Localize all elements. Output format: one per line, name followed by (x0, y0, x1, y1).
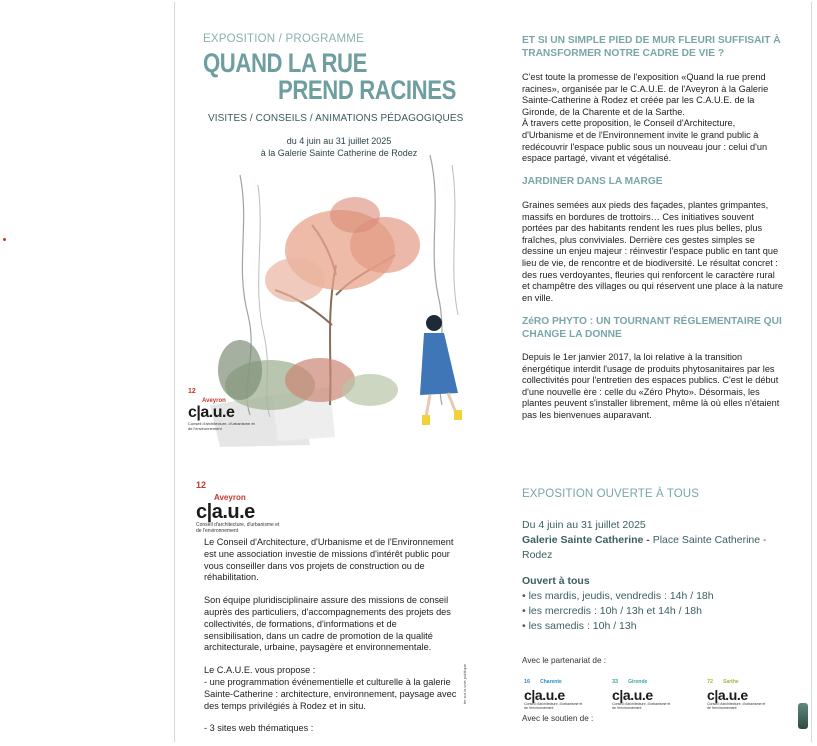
expo-dates-block (522, 518, 784, 563)
subtitle: VISITES / CONSEILS / ANIMATIONS PÉDAGOGIQUES (208, 113, 464, 124)
support-label: Avec le soutien de : (522, 714, 594, 723)
girl-leg (426, 395, 430, 417)
caue-description (204, 537, 459, 746)
hours-line: • les samedis : 10h / 13h (522, 620, 637, 632)
partner-logo-sarthe (707, 670, 767, 710)
description-paragraph-1: Le Conseil d'Architecture, d'Urbanisme et de l'Environnement est une association investie de missions d'intérêt public pour vous conseiller dans vos projets de construction ou de réhabilitation. (204, 537, 454, 583)
partner-number: 33 (612, 679, 619, 685)
partner-caption: Conseil d'architecture, d'urbanisme et de l'environnement (524, 702, 583, 710)
partner-logo-charente (524, 670, 584, 710)
logo-region: Aveyron (214, 493, 246, 502)
title-line-1: QUAND LA RUE (203, 48, 367, 78)
partner-logos (522, 670, 792, 710)
title-line-2: PREND RACINES (278, 75, 456, 105)
open-heading: Ouvert à tous (522, 575, 590, 587)
heading-zero-phyto: ZéRO PHYTO : UN TOURNANT RÉGLEMENTAIRE QUI CHANGE LA DONNE (522, 316, 782, 340)
partner-caption: Conseil d'architecture, d'urbanisme et de l'environnement (612, 702, 671, 710)
logo-number: 12 (196, 480, 207, 490)
partner-word: c|a.u.e (524, 687, 565, 703)
partner-caption: Conseil d'architecture, d'urbanisme et de l'environnement (707, 702, 766, 710)
expo-heading: EXPOSITION OUVERTE À TOUS (522, 488, 699, 500)
logo-word: c|a.u.e (188, 404, 235, 421)
girl-boot (422, 415, 430, 425)
vertical-note: ter sur la voie publique (462, 664, 467, 705)
tree-foliage-4 (330, 197, 380, 233)
logo-caption: Conseil d'architecture, d'urbanisme et de l'environnement (188, 421, 255, 431)
date-line: du 4 juin au 31 juillet 2025 (286, 136, 392, 146)
venue-line: à la Galerie Sainte Catherine de Rodez (260, 148, 418, 158)
hours-line: • les mardis, jeudis, vendredis : 14h / 18h (522, 590, 714, 602)
tree-foliage-3 (265, 258, 325, 302)
paragraph-jardiner: Graines semées aux pieds des façades, plantes grimpantes, massifs en bordures de trottoirs… Ces initiatives souvent portées par des habitants rendent les rues plus belles, plus fraîches, plus conviviales. Derrière ces gestes simples se dessine un enjeu majeur : réinvestir l'espace public en tant que lieu de vie, de rencontre et de biodiversité. Le résultat concret : des rues verdoyantes, fleuries qui renforcent le caractère rural et champêtre des villages ou qui réservent une place à la nature en ville. (522, 200, 783, 303)
expo-place (522, 533, 784, 563)
partner-word: c|a.u.e (612, 687, 653, 703)
description-paragraph-4: - 3 sites web thématiques : (204, 723, 314, 734)
girl-head (426, 315, 442, 331)
paragraph-zero-phyto: Depuis le 1er janvier 2017, la loi relative à la transition énergétique interdit l'usage de produits phytosanitaires par les collectivités pour l'entretien des espaces publics. C'est le début d'une nouvelle ère : celle du «Zéro Phyto». Désormais, les plantes peuvent s'installer librement, même là où elles n'étaient pas les bienvenues auparavant. (522, 352, 780, 420)
heading-jardiner: JARDINER DANS LA MARGE (522, 176, 663, 187)
expo-place-rest: Place Sainte Catherine - Rodez (522, 534, 767, 561)
expo-dates: Du 4 juin au 31 juillet 2025 (522, 519, 646, 531)
caue-logo-small (188, 380, 258, 431)
margin-dot (3, 238, 6, 241)
partner-logo-gironde (612, 670, 672, 710)
partner-word: c|a.u.e (707, 687, 748, 703)
partner-region: Sarthe (723, 679, 739, 685)
logo-word: c|a.u.e (196, 501, 255, 523)
partner-region: Charente (540, 679, 562, 685)
logo-region: Aveyron (202, 398, 226, 404)
sticker-icon (798, 703, 808, 729)
partner-number: 72 (707, 679, 714, 685)
logo-caption: Conseil d'architecture, d'urbanisme et de l'environnement (196, 522, 280, 534)
description-paragraph-2: Son équipe pluridisciplinaire assure des missions de conseil auprès des particuliers, d'accompagnements des projets des collectivités, de formations, d'informations et de sensibilisation, dans un cadre de promotion de la qualité architecturale, urbaine, paysagère et environnementale. (204, 595, 451, 653)
partner-number: 16 (524, 679, 531, 685)
logo-number: 12 (188, 388, 196, 395)
hours-line: • les mercredis : 10h / 13h et 14h / 18h (522, 605, 702, 617)
shrub-4 (342, 374, 398, 406)
partner-label: Avec le partenariat de : (522, 656, 607, 665)
girl-boot-2 (454, 410, 462, 420)
eyebrow-label: EXPOSITION / PROGRAMME (203, 33, 364, 45)
description-paragraph-3: Le C.A.U.E. vous propose : - une programmation événementielle et culturelle à la galerie Sainte-Catherine : architecture, environnement, paysage avec des temps privilégiés à Rodez et in situ. (204, 665, 457, 711)
heading-intro: ET SI UN SIMPLE PIED DE MUR FLEURI SUFFISAIT À TRANSFORMER NOTRE CADRE DE VIE ? (522, 35, 781, 59)
girl-dress (420, 333, 458, 395)
partner-region: Gironde (628, 679, 648, 685)
expo-place-bold: Galerie Sainte Catherine - (522, 534, 650, 546)
caue-logo-big (196, 475, 286, 534)
opening-hours (522, 574, 784, 634)
vine-right-2 (452, 165, 458, 315)
paragraph-intro: C'est toute la promesse de l'exposition «Quand la rue prend racines», organisée par le C.A.U.E. de l'Aveyron à la Galerie Sainte-Catherine à Rodez et créée par les C.A.U.E. de la Gironde, de la Charente et de la Sarthe. À travers cette proposition, le Conseil d'Architecture, d'Urbanisme et de l'Environnement invite le grand public à redécouvrir l'espace public sous un nouveau jour : celui d'un espace partagé, vivant et végétalisé. (522, 72, 769, 164)
